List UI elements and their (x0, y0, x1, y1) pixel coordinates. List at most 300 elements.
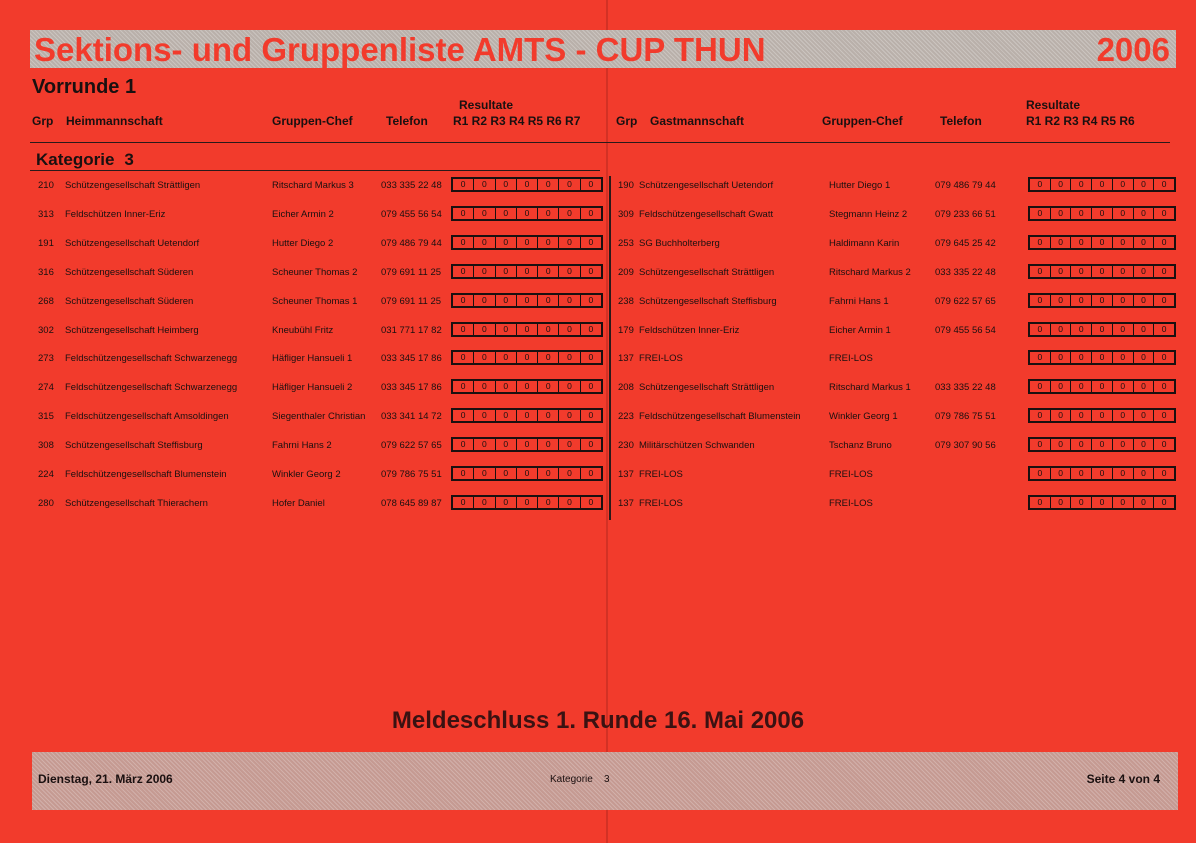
result-cell[interactable]: 0 (1071, 410, 1092, 421)
result-cell[interactable]: 0 (1092, 352, 1113, 363)
away-chief: FREI-LOS (829, 498, 873, 509)
result-cell[interactable]: 0 (538, 410, 559, 421)
home-phone: 079 691 11 25 (381, 296, 442, 307)
away-grp: 230 (618, 440, 634, 451)
result-cell[interactable]: 0 (559, 439, 580, 450)
round-label: Vorrunde 1 (32, 76, 137, 98)
home-phone: 079 691 11 25 (381, 267, 442, 278)
result-cell[interactable]: 0 (1113, 179, 1134, 190)
result-cell[interactable]: 0 (474, 179, 495, 190)
away-grp: 208 (618, 382, 634, 393)
result-cell[interactable]: 0 (538, 295, 559, 306)
away-team: Schützengesellschaft Steffisburg (639, 296, 777, 307)
result-cell[interactable]: 0 (1134, 497, 1155, 508)
result-cell[interactable]: 0 (1071, 208, 1092, 219)
result-cell[interactable]: 0 (1113, 295, 1134, 306)
result-cell[interactable]: 0 (1113, 468, 1134, 479)
result-cell[interactable]: 0 (453, 237, 474, 248)
result-cell[interactable]: 0 (496, 410, 517, 421)
result-cell[interactable]: 0 (559, 352, 580, 363)
result-cell[interactable]: 0 (1030, 352, 1051, 363)
home-team: Schützengesellschaft Süderen (65, 267, 194, 278)
away-results[interactable] (1028, 466, 1176, 481)
home-grp: 268 (38, 296, 54, 307)
result-cell[interactable]: 0 (559, 179, 580, 190)
result-cell[interactable]: 0 (1092, 295, 1113, 306)
center-divider (609, 176, 611, 520)
result-cell[interactable]: 0 (588, 497, 594, 507)
result-cell[interactable]: 0 (559, 468, 580, 479)
result-cell[interactable]: 0 (1051, 439, 1072, 450)
away-team: Militärschützen Schwanden (639, 440, 755, 451)
result-cell[interactable]: 0 (453, 208, 474, 219)
result-cell[interactable]: 0 (1134, 237, 1155, 248)
home-grp: 210 (38, 180, 54, 191)
away-results[interactable] (1028, 379, 1176, 394)
away-team: Feldschützengesellschaft Gwatt (639, 209, 774, 220)
category-value: 3 (124, 150, 134, 169)
result-cell[interactable]: 0 (453, 179, 474, 190)
away-chief: Hutter Diego 1 (829, 180, 891, 191)
home-team: Feldschützengesellschaft Schwarzenegg (65, 382, 238, 393)
home-team: Schützengesellschaft Süderen (65, 296, 194, 307)
result-cell[interactable]: 0 (1030, 324, 1051, 335)
result-cell[interactable]: 0 (1051, 410, 1072, 421)
home-phone: 079 786 75 51 (381, 469, 442, 480)
away-phone: 079 645 25 42 (935, 238, 996, 249)
result-cell[interactable]: 0 (1071, 497, 1092, 508)
home-results[interactable] (451, 379, 603, 394)
result-cell[interactable]: 0 (496, 439, 517, 450)
result-cell[interactable]: 0 (588, 381, 594, 391)
result-cell[interactable]: 0 (1092, 497, 1113, 508)
result-cell[interactable]: 0 (559, 208, 580, 219)
away-team: FREI-LOS (639, 353, 683, 364)
result-cell[interactable]: 0 (1161, 179, 1167, 189)
result-cell[interactable]: 0 (588, 237, 594, 247)
result-cell[interactable]: 0 (1051, 352, 1072, 363)
home-team: Schützengesellschaft Thierachern (65, 498, 208, 509)
home-chief: Ritschard Markus 3 (272, 180, 354, 191)
home-results[interactable] (451, 177, 603, 192)
result-cell[interactable]: 0 (1051, 295, 1072, 306)
result-cell[interactable]: 0 (1092, 208, 1113, 219)
home-grp: 273 (38, 353, 54, 364)
result-cell[interactable]: 0 (1071, 352, 1092, 363)
result-cell[interactable]: 0 (559, 410, 580, 421)
result-cell[interactable]: 0 (517, 237, 538, 248)
home-results[interactable] (451, 350, 603, 365)
home-results[interactable] (451, 322, 603, 337)
page-title: Sektions- und Gruppenliste AMTS - CUP THUN (34, 31, 766, 68)
header-results-right: Resultate (1026, 98, 1081, 112)
result-cell[interactable]: 0 (588, 266, 594, 276)
result-cell[interactable]: 0 (474, 352, 495, 363)
result-cell[interactable]: 0 (496, 237, 517, 248)
result-cell[interactable]: 0 (1092, 381, 1113, 392)
home-team: Feldschützengesellschaft Blumenstein (65, 469, 227, 480)
result-cell[interactable]: 0 (496, 497, 517, 508)
home-chief: Hofer Daniel (272, 498, 325, 509)
home-results[interactable] (451, 206, 603, 221)
home-grp: 224 (38, 469, 54, 480)
header-chief-right: Gruppen-Chef (822, 114, 903, 128)
result-cell[interactable]: 0 (1051, 266, 1072, 277)
home-phone: 031 771 17 82 (381, 325, 442, 336)
result-cell[interactable]: 0 (1134, 410, 1155, 421)
result-cell[interactable]: 0 (1134, 439, 1155, 450)
result-cell[interactable]: 0 (1030, 439, 1051, 450)
away-chief: Fahrni Hans 1 (829, 296, 889, 307)
result-cell[interactable]: 0 (517, 295, 538, 306)
home-chief: Fahrni Hans 2 (272, 440, 332, 451)
away-results[interactable] (1028, 495, 1176, 510)
result-cell[interactable]: 0 (538, 208, 559, 219)
away-results[interactable] (1028, 293, 1176, 308)
away-results[interactable] (1028, 350, 1176, 365)
result-cell[interactable]: 0 (453, 468, 474, 479)
home-phone: 033 335 22 48 (381, 180, 442, 191)
result-cell[interactable]: 0 (1134, 468, 1155, 479)
result-cell[interactable]: 0 (1030, 179, 1051, 190)
result-cell[interactable]: 0 (559, 266, 580, 277)
result-cell[interactable]: 0 (1161, 468, 1167, 478)
header-phone-right: Telefon (940, 114, 982, 128)
result-cell[interactable]: 0 (517, 266, 538, 277)
result-cell[interactable]: 0 (496, 352, 517, 363)
home-results[interactable] (451, 408, 603, 423)
result-cell[interactable]: 0 (474, 295, 495, 306)
result-cell[interactable]: 0 (1134, 179, 1155, 190)
result-cell[interactable]: 0 (1161, 497, 1167, 507)
result-cell[interactable]: 0 (1030, 497, 1051, 508)
home-chief: Scheuner Thomas 1 (272, 296, 358, 307)
home-chief: Häfliger Hansueli 2 (272, 382, 353, 393)
home-phone: 033 341 14 72 (381, 411, 442, 422)
away-team: SG Buchholterberg (639, 238, 720, 249)
result-cell[interactable]: 0 (1161, 237, 1167, 247)
result-cell[interactable]: 0 (453, 439, 474, 450)
result-cell[interactable]: 0 (1161, 352, 1167, 362)
result-cell[interactable]: 0 (1051, 324, 1072, 335)
result-cell[interactable]: 0 (1113, 208, 1134, 219)
result-cell[interactable]: 0 (559, 295, 580, 306)
home-results[interactable] (451, 235, 603, 250)
result-cell[interactable]: 0 (1051, 179, 1072, 190)
home-grp: 274 (38, 382, 54, 393)
result-cell[interactable]: 0 (453, 295, 474, 306)
home-results[interactable] (451, 293, 603, 308)
result-cell[interactable]: 0 (1071, 295, 1092, 306)
result-cell[interactable]: 0 (453, 410, 474, 421)
away-chief: Ritschard Markus 2 (829, 267, 911, 278)
result-cell[interactable]: 0 (559, 381, 580, 392)
home-grp: 315 (38, 411, 54, 422)
result-cell[interactable]: 0 (1161, 295, 1167, 305)
result-cell[interactable]: 0 (496, 266, 517, 277)
result-cell[interactable]: 0 (538, 381, 559, 392)
result-cell[interactable]: 0 (559, 237, 580, 248)
home-chief: Eicher Armin 2 (272, 209, 334, 220)
result-cell[interactable]: 0 (588, 410, 594, 420)
result-cell[interactable]: 0 (588, 295, 594, 305)
result-cell[interactable]: 0 (1051, 237, 1072, 248)
header-chief-left: Gruppen-Chef (272, 114, 353, 128)
away-grp: 253 (618, 238, 634, 249)
result-cell[interactable]: 0 (1134, 295, 1155, 306)
result-cell[interactable]: 0 (588, 439, 594, 449)
result-cell[interactable]: 0 (517, 410, 538, 421)
result-cell[interactable]: 0 (1071, 237, 1092, 248)
result-cell[interactable]: 0 (1071, 324, 1092, 335)
category-heading (36, 150, 134, 170)
result-cell[interactable]: 0 (538, 324, 559, 335)
header-grp-right: Grp (616, 114, 638, 128)
result-cell[interactable]: 0 (1161, 410, 1167, 420)
result-cell[interactable]: 0 (517, 381, 538, 392)
away-phone: 079 307 90 56 (935, 440, 996, 451)
result-cell[interactable]: 0 (1113, 266, 1134, 277)
away-chief: FREI-LOS (829, 353, 873, 364)
result-cell[interactable]: 0 (1092, 237, 1113, 248)
result-cell[interactable]: 0 (474, 237, 495, 248)
home-grp: 191 (38, 238, 54, 249)
footer-date: Dienstag, 21. März 2006 (38, 772, 173, 786)
result-cell[interactable]: 0 (517, 324, 538, 335)
result-cell[interactable]: 0 (1030, 237, 1051, 248)
home-team: Schützengesellschaft Uetendorf (65, 238, 200, 249)
away-team: FREI-LOS (639, 498, 683, 509)
result-cell[interactable]: 0 (474, 381, 495, 392)
home-grp: 316 (38, 267, 54, 278)
result-cell[interactable]: 0 (1134, 324, 1155, 335)
result-cell[interactable]: 0 (1071, 468, 1092, 479)
result-cell[interactable]: 0 (474, 266, 495, 277)
category-rule (30, 170, 600, 171)
result-cell[interactable]: 0 (1092, 179, 1113, 190)
away-phone: 079 486 79 44 (935, 180, 996, 191)
home-phone: 078 645 89 87 (381, 498, 442, 509)
result-cell[interactable]: 0 (1051, 381, 1072, 392)
result-cell[interactable]: 0 (559, 324, 580, 335)
result-cell[interactable]: 0 (496, 208, 517, 219)
result-cell[interactable]: 0 (517, 179, 538, 190)
home-phone: 079 622 57 65 (381, 440, 442, 451)
result-cell[interactable]: 0 (588, 468, 594, 478)
away-results[interactable] (1028, 408, 1176, 423)
away-chief: Winkler Georg 1 (829, 411, 898, 422)
result-cell[interactable]: 0 (1113, 410, 1134, 421)
away-results[interactable] (1028, 206, 1176, 221)
away-team: Feldschützen Inner-Eriz (639, 325, 740, 336)
header-home-team: Heimmannschaft (66, 114, 163, 128)
result-cell[interactable]: 0 (1134, 266, 1155, 277)
away-grp: 137 (618, 353, 634, 364)
away-phone: 033 335 22 48 (935, 267, 996, 278)
result-cell[interactable]: 0 (474, 497, 495, 508)
result-cell[interactable]: 0 (1113, 381, 1134, 392)
home-results[interactable] (451, 495, 603, 510)
home-grp: 308 (38, 440, 54, 451)
result-cell[interactable]: 0 (474, 410, 495, 421)
footer-category (550, 774, 610, 785)
header-rounds-left: R1 R2 R3 R4 R5 R6 R7 (453, 114, 581, 128)
result-cell[interactable]: 0 (588, 324, 594, 334)
result-cell[interactable]: 0 (538, 352, 559, 363)
result-cell[interactable]: 0 (538, 497, 559, 508)
away-chief: Ritschard Markus 1 (829, 382, 911, 393)
away-team: Schützengesellschaft Uetendorf (639, 180, 774, 191)
away-results[interactable] (1028, 264, 1176, 279)
away-grp: 190 (618, 180, 634, 191)
home-grp: 302 (38, 325, 54, 336)
result-cell[interactable]: 0 (474, 468, 495, 479)
result-cell[interactable]: 0 (453, 266, 474, 277)
result-cell[interactable]: 0 (517, 497, 538, 508)
result-cell[interactable]: 0 (496, 295, 517, 306)
result-cell[interactable]: 0 (1134, 352, 1155, 363)
away-chief: Stegmann Heinz 2 (829, 209, 908, 220)
away-results[interactable] (1028, 177, 1176, 192)
away-grp: 137 (618, 469, 634, 480)
result-cell[interactable]: 0 (1071, 439, 1092, 450)
result-cell[interactable]: 0 (1092, 324, 1113, 335)
result-cell[interactable]: 0 (538, 266, 559, 277)
result-cell[interactable]: 0 (1092, 266, 1113, 277)
result-cell[interactable]: 0 (1161, 381, 1167, 391)
away-results[interactable] (1028, 322, 1176, 337)
result-cell[interactable]: 0 (1161, 439, 1167, 449)
result-cell[interactable]: 0 (1071, 266, 1092, 277)
result-cell[interactable]: 0 (1030, 410, 1051, 421)
home-chief: Häfliger Hansueli 1 (272, 353, 353, 364)
result-cell[interactable]: 0 (1161, 324, 1167, 334)
result-cell[interactable]: 0 (1113, 237, 1134, 248)
home-results[interactable] (451, 437, 603, 452)
home-chief: Hutter Diego 2 (272, 238, 334, 249)
result-cell[interactable]: 0 (538, 468, 559, 479)
result-cell[interactable]: 0 (1051, 468, 1072, 479)
result-cell[interactable]: 0 (538, 439, 559, 450)
result-cell[interactable]: 0 (538, 179, 559, 190)
footer-category-value: 3 (603, 774, 610, 785)
away-phone: 079 233 66 51 (935, 209, 996, 220)
result-cell[interactable]: 0 (517, 468, 538, 479)
result-cell[interactable]: 0 (538, 237, 559, 248)
result-cell[interactable]: 0 (1030, 295, 1051, 306)
result-cell[interactable]: 0 (1092, 439, 1113, 450)
away-grp: 223 (618, 411, 634, 422)
result-cell[interactable]: 0 (1161, 208, 1167, 218)
header-rule (30, 142, 1170, 143)
away-phone: 079 455 56 54 (935, 325, 996, 336)
footer-category-label: Kategorie (550, 774, 593, 785)
result-cell[interactable]: 0 (1113, 324, 1134, 335)
header-grp-left: Grp (32, 114, 54, 128)
home-chief: Kneubühl Fritz (272, 325, 334, 336)
away-team: Schützengesellschaft Strättligen (639, 382, 775, 393)
result-cell[interactable]: 0 (559, 497, 580, 508)
result-cell[interactable]: 0 (1134, 381, 1155, 392)
result-cell[interactable]: 0 (1071, 179, 1092, 190)
home-team: Feldschützengesellschaft Amsoldingen (65, 411, 229, 422)
result-cell[interactable]: 0 (1071, 381, 1092, 392)
away-grp: 238 (618, 296, 634, 307)
away-grp: 137 (618, 498, 634, 509)
away-results[interactable] (1028, 437, 1176, 452)
result-cell[interactable]: 0 (1113, 497, 1134, 508)
title-year: 2006 (1096, 31, 1170, 68)
away-grp: 309 (618, 209, 634, 220)
category-label: Kategorie (36, 150, 115, 169)
result-cell[interactable]: 0 (517, 439, 538, 450)
away-phone: 033 335 22 48 (935, 382, 996, 393)
home-phone: 033 345 17 86 (381, 382, 442, 393)
result-cell[interactable]: 0 (496, 468, 517, 479)
result-cell[interactable]: 0 (453, 324, 474, 335)
result-cell[interactable]: 0 (453, 497, 474, 508)
header-away-team: Gastmannschaft (650, 114, 745, 128)
home-grp: 280 (38, 498, 54, 509)
result-cell[interactable]: 0 (517, 208, 538, 219)
result-cell[interactable]: 0 (453, 381, 474, 392)
result-cell[interactable]: 0 (1092, 468, 1113, 479)
home-results[interactable] (451, 264, 603, 279)
result-cell[interactable]: 0 (453, 352, 474, 363)
header-results-left: Resultate (459, 98, 514, 112)
result-cell[interactable]: 0 (474, 439, 495, 450)
result-cell[interactable]: 0 (1113, 439, 1134, 450)
away-chief: Haldimann Karin (829, 238, 900, 249)
home-chief: Siegenthaler Christian (272, 411, 366, 422)
home-team: Feldschützen Inner-Eriz (65, 209, 166, 220)
registration-deadline: Meldeschluss 1. Runde 16. Mai 2006 (391, 707, 805, 734)
home-results[interactable] (451, 466, 603, 481)
result-cell[interactable]: 0 (1030, 208, 1051, 219)
header-rounds-right: R1 R2 R3 R4 R5 R6 (1026, 114, 1135, 128)
home-chief: Winkler Georg 2 (272, 469, 341, 480)
result-cell[interactable]: 0 (496, 381, 517, 392)
result-cell[interactable]: 0 (1161, 266, 1167, 276)
result-cell[interactable]: 0 (1092, 410, 1113, 421)
away-team: Feldschützengesellschaft Blumenstein (639, 411, 801, 422)
result-cell[interactable]: 0 (474, 208, 495, 219)
home-team: Schützengesellschaft Steffisburg (65, 440, 203, 451)
home-chief: Scheuner Thomas 2 (272, 267, 358, 278)
result-cell[interactable]: 0 (1051, 497, 1072, 508)
result-cell[interactable]: 0 (1051, 208, 1072, 219)
result-cell[interactable]: 0 (1134, 208, 1155, 219)
away-chief: Eicher Armin 1 (829, 325, 891, 336)
footer-bar (32, 752, 1178, 810)
result-cell[interactable]: 0 (1030, 381, 1051, 392)
result-cell[interactable]: 0 (588, 179, 594, 189)
result-cell[interactable]: 0 (496, 324, 517, 335)
result-cell[interactable]: 0 (517, 352, 538, 363)
result-cell[interactable]: 0 (1030, 266, 1051, 277)
away-grp: 179 (618, 325, 634, 336)
home-team: Schützengesellschaft Strättligen (65, 180, 201, 191)
away-phone: 079 786 75 51 (935, 411, 996, 422)
result-cell[interactable]: 0 (474, 324, 495, 335)
result-cell[interactable]: 0 (1030, 468, 1051, 479)
result-cell[interactable]: 0 (588, 208, 594, 218)
result-cell[interactable]: 0 (1113, 352, 1134, 363)
result-cell[interactable]: 0 (588, 352, 594, 362)
title-bar (30, 30, 1176, 68)
away-results[interactable] (1028, 235, 1176, 250)
result-cell[interactable]: 0 (496, 179, 517, 190)
